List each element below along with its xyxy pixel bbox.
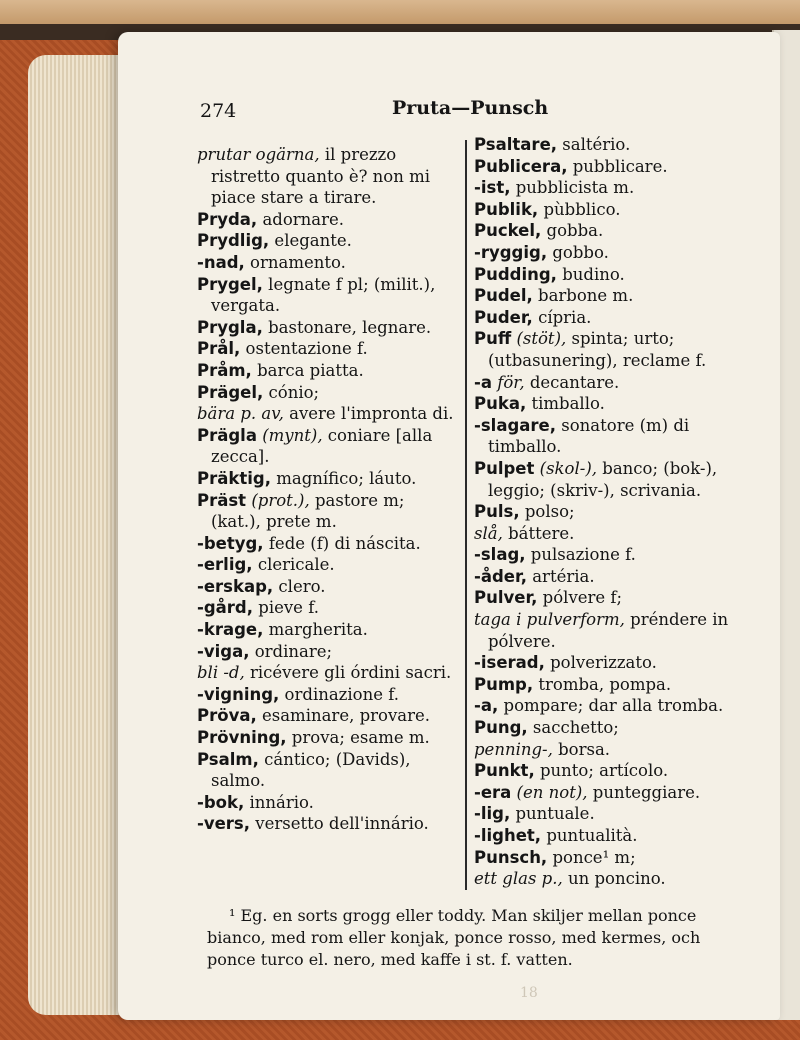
headword: -a, bbox=[474, 696, 499, 716]
headword: -bok, bbox=[197, 792, 245, 812]
definition: puntuale. bbox=[510, 804, 595, 824]
dictionary-entry bbox=[197, 792, 459, 814]
dictionary-entry bbox=[197, 554, 459, 576]
dictionary-entry bbox=[474, 264, 750, 286]
headword: -lighet, bbox=[474, 826, 542, 845]
italic-gloss: (skol-), bbox=[534, 458, 598, 478]
headword: Prägla bbox=[197, 425, 257, 445]
definition: margherita. bbox=[263, 620, 368, 640]
headword: Puder, bbox=[474, 307, 533, 327]
definition: puntualità. bbox=[541, 826, 638, 845]
definition: barca piatta. bbox=[251, 360, 364, 380]
dictionary-entry bbox=[197, 813, 459, 835]
headword: Psalm, bbox=[197, 749, 259, 769]
definition: fede (f) di náscita. bbox=[263, 533, 421, 553]
headword: Pröva, bbox=[197, 706, 257, 726]
headword: Präst bbox=[197, 490, 247, 510]
dictionary-entry bbox=[474, 652, 750, 674]
dictionary-entry bbox=[474, 372, 750, 394]
dictionary-entry bbox=[197, 468, 459, 490]
definition: artéria. bbox=[526, 566, 595, 586]
definition: pompare; dar alla tromba. bbox=[498, 696, 724, 716]
dictionary-entry bbox=[474, 760, 750, 782]
italic-gloss: prutar ogärna, bbox=[197, 145, 320, 164]
dictionary-entry bbox=[474, 587, 750, 609]
definition: cípria. bbox=[532, 307, 592, 327]
dictionary-entry bbox=[197, 317, 459, 339]
headword: -vigning, bbox=[197, 684, 280, 704]
headword: -erskap, bbox=[197, 576, 274, 596]
dictionary-entry bbox=[474, 285, 750, 307]
headword: Prygla, bbox=[197, 317, 263, 337]
headword: Puls, bbox=[474, 502, 520, 522]
definition: polso; bbox=[519, 502, 575, 522]
dictionary-entry bbox=[474, 782, 750, 804]
dictionary-entry bbox=[474, 415, 750, 458]
definition: pubblicista m. bbox=[510, 178, 635, 198]
definition: legnate f pl; (milit.), vergata. bbox=[211, 274, 436, 316]
dictionary-entry bbox=[474, 717, 750, 739]
headword: -slag, bbox=[474, 545, 526, 565]
definition: ordinare; bbox=[249, 641, 333, 661]
definition: pólvere f; bbox=[537, 588, 623, 608]
headword: Punkt, bbox=[474, 761, 535, 781]
definition: pastore m; (kat.), prete m. bbox=[211, 490, 405, 532]
headword: -iserad, bbox=[474, 653, 545, 673]
definition: sacchetto; bbox=[527, 718, 619, 738]
dictionary-entry bbox=[197, 705, 459, 727]
dictionary-entry bbox=[197, 662, 459, 684]
bleed-through-text: 18 bbox=[520, 985, 538, 1001]
column-divider bbox=[465, 140, 467, 890]
dictionary-entry bbox=[197, 576, 459, 598]
definition: pùbblico. bbox=[538, 199, 621, 219]
headword: Prövning, bbox=[197, 728, 287, 748]
dictionary-entry bbox=[197, 209, 459, 231]
dictionary-entry bbox=[197, 597, 459, 619]
headword: Pung, bbox=[474, 718, 528, 738]
right-column bbox=[474, 134, 750, 890]
italic-gloss: bära p. av, bbox=[197, 404, 284, 424]
definition: ostentazione f. bbox=[240, 339, 368, 359]
italic-gloss: ett glas p., bbox=[474, 869, 563, 889]
definition: avere l'impronta di. bbox=[283, 404, 454, 424]
italic-gloss: slå, bbox=[474, 523, 503, 543]
page-number: 274 bbox=[200, 100, 237, 122]
italic-gloss: penning-, bbox=[474, 739, 553, 759]
headword: Pråm, bbox=[197, 360, 252, 380]
headword: Publicera, bbox=[474, 156, 568, 176]
definition: ricévere gli órdini sacri. bbox=[244, 663, 452, 683]
definition: cónio; bbox=[263, 382, 320, 402]
dictionary-entry bbox=[474, 134, 750, 156]
headword: -ist, bbox=[474, 178, 511, 198]
headword: Prägel, bbox=[197, 382, 264, 402]
dictionary-entry bbox=[474, 458, 750, 501]
dictionary-entry bbox=[474, 307, 750, 329]
dictionary-entry bbox=[474, 566, 750, 588]
definition: esaminare, provare. bbox=[256, 706, 431, 726]
definition: un poncino. bbox=[562, 869, 666, 889]
definition: báttere. bbox=[502, 523, 575, 543]
definition: bastonare, legnare. bbox=[262, 317, 432, 337]
dictionary-entry bbox=[197, 749, 459, 792]
dictionary-entry bbox=[474, 544, 750, 566]
dictionary-entry bbox=[474, 803, 750, 825]
definition: saltério. bbox=[557, 135, 631, 154]
headword: Puka, bbox=[474, 394, 527, 414]
dictionary-entry bbox=[197, 641, 459, 663]
italic-gloss: (prot.), bbox=[246, 490, 310, 510]
dictionary-entry bbox=[474, 328, 750, 371]
dictionary-entry bbox=[474, 501, 750, 523]
dictionary-entry bbox=[197, 144, 459, 209]
definition: pubblicare. bbox=[567, 156, 668, 176]
dictionary-entry bbox=[197, 338, 459, 360]
headword: -nad, bbox=[197, 252, 245, 272]
headword: Pulver, bbox=[474, 588, 538, 608]
headword: Pudel, bbox=[474, 286, 533, 306]
definition: polverizzato. bbox=[544, 653, 657, 673]
definition: ponce¹ m; bbox=[547, 847, 636, 867]
dictionary-entry bbox=[197, 490, 459, 533]
left-column bbox=[197, 144, 459, 835]
headword: -åder, bbox=[474, 566, 527, 586]
definition: prova; esame m. bbox=[286, 728, 430, 748]
definition: versetto dell'innário. bbox=[250, 814, 429, 834]
definition: elegante. bbox=[269, 231, 352, 251]
headword: Prål, bbox=[197, 339, 241, 359]
dictionary-entry bbox=[474, 695, 750, 717]
definition: ornamento. bbox=[244, 252, 346, 272]
dictionary-entry bbox=[474, 739, 750, 761]
definition: pulsazione f. bbox=[525, 545, 636, 565]
definition: tromba, pompa. bbox=[533, 674, 672, 694]
italic-gloss: för, bbox=[491, 372, 525, 392]
dictionary-entry bbox=[197, 403, 459, 425]
italic-gloss: bli -d, bbox=[197, 663, 245, 683]
headword: -erlig, bbox=[197, 555, 253, 575]
dictionary-entry bbox=[474, 847, 750, 869]
headword: Pump, bbox=[474, 674, 534, 694]
italic-gloss: taga i pulverform, bbox=[474, 610, 625, 630]
headword: -krage, bbox=[197, 620, 264, 640]
definition: spinta; urto; (utbasunering), reclame f. bbox=[488, 329, 707, 370]
definition: pieve f. bbox=[253, 598, 319, 618]
headword: Pryda, bbox=[197, 209, 258, 229]
definition: cántico; (Davids), salmo. bbox=[211, 749, 411, 791]
definition: borsa. bbox=[552, 739, 611, 759]
headword: Prygel, bbox=[197, 274, 263, 294]
dictionary-entry bbox=[474, 177, 750, 199]
headword: -era bbox=[474, 782, 512, 802]
dictionary-entry bbox=[474, 393, 750, 415]
definition: coniare [alla zecca]. bbox=[211, 425, 433, 467]
dictionary-entry bbox=[474, 609, 750, 652]
running-head: Pruta—Punsch bbox=[392, 97, 549, 119]
definition: gobbo. bbox=[547, 242, 609, 262]
dictionary-entry bbox=[197, 252, 459, 274]
headword: Punsch, bbox=[474, 847, 548, 867]
dictionary-entry bbox=[474, 523, 750, 545]
definition: gobba. bbox=[541, 221, 604, 241]
definition: préndere in pólvere. bbox=[488, 610, 729, 651]
headword: -a bbox=[474, 372, 492, 392]
headword: Puff bbox=[474, 329, 512, 349]
headword: -betyg, bbox=[197, 533, 264, 553]
definition: sonatore (m) di timballo. bbox=[488, 415, 690, 457]
headword: Pudding, bbox=[474, 264, 557, 284]
dictionary-entry bbox=[474, 156, 750, 178]
definition: barbone m. bbox=[532, 286, 634, 306]
dictionary-entry bbox=[474, 674, 750, 696]
definition: adornare. bbox=[257, 209, 345, 229]
headword: Psaltare, bbox=[474, 135, 558, 154]
dictionary-entry bbox=[197, 274, 459, 317]
dictionary-entry bbox=[474, 220, 750, 242]
definition: magnífico; láuto. bbox=[270, 468, 417, 488]
dictionary-entry bbox=[474, 199, 750, 221]
dictionary-entry bbox=[474, 242, 750, 264]
definition: ordinazione f. bbox=[279, 684, 399, 704]
dictionary-entry bbox=[197, 382, 459, 404]
definition: clero. bbox=[273, 576, 326, 596]
dictionary-entry bbox=[197, 684, 459, 706]
definition: innário. bbox=[244, 792, 314, 812]
table-edge bbox=[0, 0, 800, 24]
headword: -gård, bbox=[197, 598, 254, 618]
dictionary-entry bbox=[197, 619, 459, 641]
headword: Pulpet bbox=[474, 458, 535, 478]
definition: punteggiare. bbox=[587, 782, 701, 802]
dictionary-entry bbox=[197, 360, 459, 382]
headword: -vers, bbox=[197, 814, 251, 834]
headword: Puckel, bbox=[474, 221, 542, 241]
dictionary-entry bbox=[197, 533, 459, 555]
dictionary-entry bbox=[474, 868, 750, 890]
definition: il prezzo ristretto quanto è? non mi piace stare a tirare. bbox=[211, 145, 431, 208]
headword: -lig, bbox=[474, 804, 511, 824]
headword: -ryggig, bbox=[474, 242, 548, 262]
headword: -viga, bbox=[197, 641, 250, 661]
definition: punto; artícolo. bbox=[534, 761, 669, 781]
definition: timballo. bbox=[526, 394, 605, 414]
dictionary-entry bbox=[197, 727, 459, 749]
definition: clericale. bbox=[252, 555, 335, 575]
dictionary-entry bbox=[474, 825, 750, 847]
dictionary-entry bbox=[197, 230, 459, 252]
italic-gloss: (en not), bbox=[511, 782, 588, 802]
definition: budino. bbox=[556, 264, 625, 284]
italic-gloss: (stöt), bbox=[511, 329, 567, 349]
headword: -slagare, bbox=[474, 415, 557, 435]
footnote: ¹ Eg. en sorts grogg eller toddy. Man skiljer mellan ponce bianco, med rom eller konjak, ponce rosso, med kermes, och ponce turco el. nero, med kaffe i st. f. vatten. bbox=[207, 906, 701, 969]
headword: Prydlig, bbox=[197, 231, 270, 251]
headword: Publik, bbox=[474, 199, 539, 219]
definition: decantare. bbox=[524, 372, 620, 392]
italic-gloss: (mynt), bbox=[256, 425, 323, 445]
dictionary-entry bbox=[197, 425, 459, 468]
headword: Präktig, bbox=[197, 468, 271, 488]
definition: banco; (bok-), leggio; (skriv-), scrivania. bbox=[488, 458, 718, 500]
